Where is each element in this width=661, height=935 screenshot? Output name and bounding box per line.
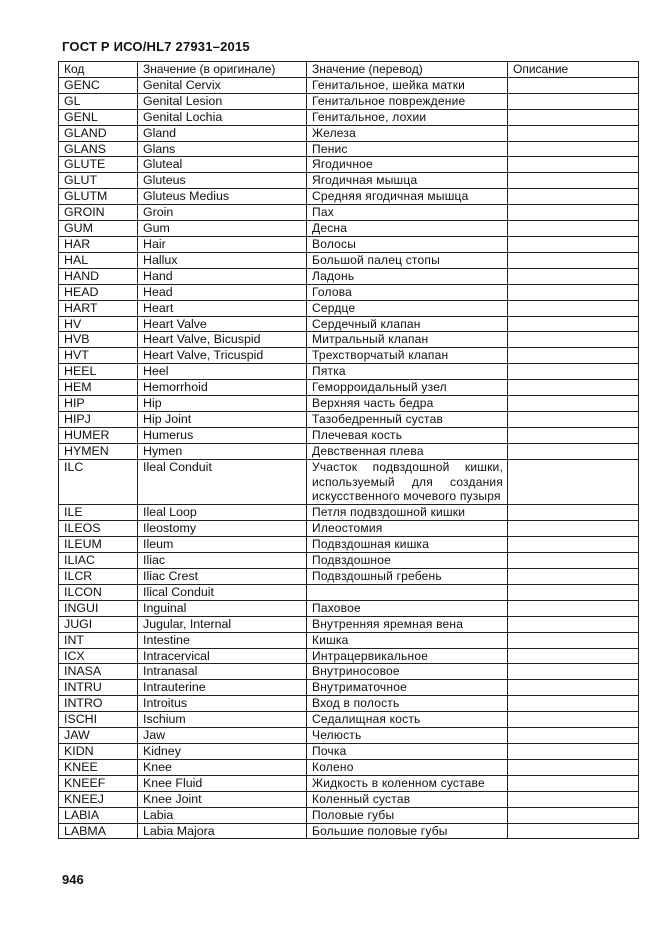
cell-original: Ischium: [138, 712, 307, 728]
cell-description: [508, 521, 639, 537]
cell-original: Ileal Conduit: [138, 459, 307, 505]
cell-translation: Сердце: [307, 300, 508, 316]
column-header-translation: Значение (перевод): [307, 62, 508, 78]
cell-description: [508, 569, 639, 585]
cell-code: GROIN: [59, 205, 138, 221]
cell-code: GLAND: [59, 125, 138, 141]
cell-original: Gluteal: [138, 157, 307, 173]
cell-translation: Жидкость в коленном суставе: [307, 775, 508, 791]
cell-code: HEM: [59, 380, 138, 396]
table-row: [59, 157, 639, 173]
cell-code: LABMA: [59, 823, 138, 839]
table-row: [59, 584, 639, 600]
table-row: [59, 807, 639, 823]
table-row: [59, 712, 639, 728]
column-header-code: Код: [59, 62, 138, 78]
table-row: [59, 632, 639, 648]
cell-translation: Пах: [307, 205, 508, 221]
cell-original: Heart Valve: [138, 316, 307, 332]
cell-original: Introitus: [138, 696, 307, 712]
cell-original: Heart Valve, Tricuspid: [138, 348, 307, 364]
cell-translation: Челюсть: [307, 728, 508, 744]
cell-description: [508, 284, 639, 300]
cell-description: [508, 268, 639, 284]
table-row: [59, 648, 639, 664]
table-row: [59, 284, 639, 300]
cell-original: Genital Lesion: [138, 93, 307, 109]
cell-translation: Ягодичное: [307, 157, 508, 173]
cell-original: Hip: [138, 396, 307, 412]
cell-description: [508, 109, 639, 125]
table-header-row: [59, 62, 639, 78]
cell-description: [508, 584, 639, 600]
cell-code: ILCR: [59, 569, 138, 585]
cell-translation: Геморроидальный узел: [307, 380, 508, 396]
cell-original: Humerus: [138, 427, 307, 443]
table-row: [59, 728, 639, 744]
cell-code: INTRO: [59, 696, 138, 712]
cell-description: [508, 664, 639, 680]
cell-code: HAR: [59, 236, 138, 252]
cell-original: Hand: [138, 268, 307, 284]
cell-description: [508, 459, 639, 505]
cell-code: INASA: [59, 664, 138, 680]
cell-description: [508, 712, 639, 728]
cell-code: HAL: [59, 252, 138, 268]
cell-code: HIP: [59, 396, 138, 412]
cell-description: [508, 743, 639, 759]
cell-translation: Участок подвздошной кишки, используемый для создания искусственного мочевого пузыря: [307, 459, 508, 505]
cell-original: Hymen: [138, 443, 307, 459]
cell-description: [508, 205, 639, 221]
cell-description: [508, 775, 639, 791]
table-row: [59, 680, 639, 696]
cell-translation: Девственная плева: [307, 443, 508, 459]
cell-code: ILEUM: [59, 537, 138, 553]
table-row: [59, 268, 639, 284]
cell-translation: Большие половые губы: [307, 823, 508, 839]
cell-original: Genital Cervix: [138, 77, 307, 93]
cell-original: Jugular, Internal: [138, 616, 307, 632]
cell-original: Intranasal: [138, 664, 307, 680]
table-row: [59, 77, 639, 93]
cell-original: Gluteus Medius: [138, 189, 307, 205]
cell-translation: Железа: [307, 125, 508, 141]
cell-description: [508, 537, 639, 553]
cell-description: [508, 77, 639, 93]
cell-translation: Пятка: [307, 364, 508, 380]
cell-translation: Генитальное, лохии: [307, 109, 508, 125]
cell-description: [508, 728, 639, 744]
cell-original: Hallux: [138, 252, 307, 268]
cell-description: [508, 396, 639, 412]
cell-code: GL: [59, 93, 138, 109]
cell-code: GUM: [59, 221, 138, 237]
cell-description: [508, 157, 639, 173]
table-row: [59, 775, 639, 791]
page-number: 946: [62, 872, 84, 887]
cell-description: [508, 411, 639, 427]
cell-translation: Внутренняя яремная вена: [307, 616, 508, 632]
table-row: [59, 823, 639, 839]
cell-code: HVB: [59, 332, 138, 348]
cell-description: [508, 600, 639, 616]
cell-description: [508, 380, 639, 396]
table-row: [59, 553, 639, 569]
cell-translation: Подвздошная кишка: [307, 537, 508, 553]
cell-description: [508, 141, 639, 157]
cell-translation: Ладонь: [307, 268, 508, 284]
cell-original: Ileostomy: [138, 521, 307, 537]
cell-code: ILC: [59, 459, 138, 505]
cell-code: HAND: [59, 268, 138, 284]
cell-code: HEEL: [59, 364, 138, 380]
table-row: [59, 205, 639, 221]
table-row: [59, 505, 639, 521]
cell-code: INTRU: [59, 680, 138, 696]
cell-code: GENL: [59, 109, 138, 125]
column-header-original: Значение (в оригинале): [138, 62, 307, 78]
table-row: [59, 125, 639, 141]
cell-translation: Илеостомия: [307, 521, 508, 537]
cell-code: HYMEN: [59, 443, 138, 459]
cell-description: [508, 505, 639, 521]
cell-translation: Генитальное повреждение: [307, 93, 508, 109]
cell-original: Ilical Conduit: [138, 584, 307, 600]
cell-original: Intestine: [138, 632, 307, 648]
code-table: [58, 61, 639, 839]
table-row: [59, 348, 639, 364]
cell-original: Intrauterine: [138, 680, 307, 696]
cell-original: Knee Fluid: [138, 775, 307, 791]
table-row: [59, 380, 639, 396]
table-row: [59, 791, 639, 807]
table-row: [59, 537, 639, 553]
cell-translation: Ягодичная мышца: [307, 173, 508, 189]
cell-original: Glans: [138, 141, 307, 157]
table-row: [59, 141, 639, 157]
cell-original: Heel: [138, 364, 307, 380]
cell-description: [508, 125, 639, 141]
cell-translation: Внутриносовое: [307, 664, 508, 680]
cell-original: Hair: [138, 236, 307, 252]
cell-code: JAW: [59, 728, 138, 744]
cell-original: Head: [138, 284, 307, 300]
cell-code: GLUT: [59, 173, 138, 189]
cell-description: [508, 616, 639, 632]
table-row: [59, 569, 639, 585]
cell-code: ILE: [59, 505, 138, 521]
cell-code: HEAD: [59, 284, 138, 300]
cell-translation: Половые губы: [307, 807, 508, 823]
table-row: [59, 364, 639, 380]
column-header-description: Описание: [508, 62, 639, 78]
table-row: [59, 696, 639, 712]
table-row: [59, 664, 639, 680]
table-row: [59, 173, 639, 189]
cell-translation: Петля подвздошной кишки: [307, 505, 508, 521]
table-row: [59, 221, 639, 237]
cell-translation: Голова: [307, 284, 508, 300]
cell-code: LABIA: [59, 807, 138, 823]
cell-code: ISCHI: [59, 712, 138, 728]
cell-translation: Паховое: [307, 600, 508, 616]
cell-description: [508, 173, 639, 189]
cell-code: KIDN: [59, 743, 138, 759]
table-row: [59, 316, 639, 332]
cell-code: KNEEF: [59, 775, 138, 791]
cell-translation: Внутриматочное: [307, 680, 508, 696]
cell-original: Heart Valve, Bicuspid: [138, 332, 307, 348]
cell-description: [508, 632, 639, 648]
cell-original: Gluteus: [138, 173, 307, 189]
cell-code: HV: [59, 316, 138, 332]
cell-translation: Колено: [307, 759, 508, 775]
cell-code: HUMER: [59, 427, 138, 443]
cell-code: HART: [59, 300, 138, 316]
cell-description: [508, 236, 639, 252]
cell-code: ICX: [59, 648, 138, 664]
cell-original: Gland: [138, 125, 307, 141]
table-row: [59, 109, 639, 125]
table-row: [59, 759, 639, 775]
table-row: [59, 332, 639, 348]
cell-original: Inguinal: [138, 600, 307, 616]
cell-description: [508, 316, 639, 332]
cell-original: Kidney: [138, 743, 307, 759]
cell-description: [508, 807, 639, 823]
table-row: [59, 743, 639, 759]
cell-original: Hip Joint: [138, 411, 307, 427]
table-row: [59, 459, 639, 505]
cell-description: [508, 189, 639, 205]
cell-original: Groin: [138, 205, 307, 221]
cell-original: Labia: [138, 807, 307, 823]
cell-description: [508, 823, 639, 839]
cell-code: GENC: [59, 77, 138, 93]
cell-translation: Коленный сустав: [307, 791, 508, 807]
cell-original: Genital Lochia: [138, 109, 307, 125]
cell-translation: Волосы: [307, 236, 508, 252]
cell-description: [508, 680, 639, 696]
cell-description: [508, 553, 639, 569]
cell-translation: Интрацервикальное: [307, 648, 508, 664]
cell-original: Iliac Crest: [138, 569, 307, 585]
table-row: [59, 427, 639, 443]
cell-translation: Вход в полость: [307, 696, 508, 712]
cell-description: [508, 427, 639, 443]
table-row: [59, 600, 639, 616]
cell-translation: [307, 584, 508, 600]
cell-translation: Почка: [307, 743, 508, 759]
cell-description: [508, 332, 639, 348]
cell-code: INGUI: [59, 600, 138, 616]
cell-original: Gum: [138, 221, 307, 237]
cell-description: [508, 364, 639, 380]
cell-translation: Кишка: [307, 632, 508, 648]
cell-description: [508, 696, 639, 712]
cell-translation: Десна: [307, 221, 508, 237]
cell-description: [508, 648, 639, 664]
cell-original: Iliac: [138, 553, 307, 569]
cell-translation: Верхняя часть бедра: [307, 396, 508, 412]
table-row: [59, 300, 639, 316]
cell-translation: Подвздошный гребень: [307, 569, 508, 585]
cell-code: KNEEJ: [59, 791, 138, 807]
cell-description: [508, 221, 639, 237]
cell-translation: Митральный клапан: [307, 332, 508, 348]
table-row: [59, 396, 639, 412]
cell-original: Knee: [138, 759, 307, 775]
cell-original: Labia Majora: [138, 823, 307, 839]
cell-code: ILEOS: [59, 521, 138, 537]
cell-code: KNEE: [59, 759, 138, 775]
cell-translation: Средняя ягодичная мышца: [307, 189, 508, 205]
table-row: [59, 411, 639, 427]
cell-description: [508, 252, 639, 268]
cell-original: Heart: [138, 300, 307, 316]
cell-code: GLUTM: [59, 189, 138, 205]
table-row: [59, 443, 639, 459]
table-row: [59, 521, 639, 537]
cell-original: Knee Joint: [138, 791, 307, 807]
cell-translation: Большой палец стопы: [307, 252, 508, 268]
cell-translation: Седалищная кость: [307, 712, 508, 728]
cell-original: Ileal Loop: [138, 505, 307, 521]
table-row: [59, 252, 639, 268]
table-row: [59, 189, 639, 205]
cell-code: GLANS: [59, 141, 138, 157]
document-header: ГОСТ Р ИСО/HL7 27931–2015: [62, 39, 250, 54]
cell-original: Hemorrhoid: [138, 380, 307, 396]
cell-description: [508, 443, 639, 459]
cell-original: Ileum: [138, 537, 307, 553]
cell-translation: Подвздошное: [307, 553, 508, 569]
cell-description: [508, 791, 639, 807]
cell-translation: Генитальное, шейка матки: [307, 77, 508, 93]
cell-description: [508, 93, 639, 109]
cell-description: [508, 759, 639, 775]
cell-description: [508, 348, 639, 364]
table-row: [59, 93, 639, 109]
cell-code: GLUTE: [59, 157, 138, 173]
cell-code: JUGI: [59, 616, 138, 632]
cell-translation: Трехстворчатый клапан: [307, 348, 508, 364]
cell-translation: Плечевая кость: [307, 427, 508, 443]
cell-code: ILCON: [59, 584, 138, 600]
cell-translation: Сердечный клапан: [307, 316, 508, 332]
cell-code: HIPJ: [59, 411, 138, 427]
table-body: [59, 77, 639, 839]
cell-translation: Тазобедренный сустав: [307, 411, 508, 427]
cell-code: ILIAC: [59, 553, 138, 569]
cell-original: Jaw: [138, 728, 307, 744]
cell-original: Intracervical: [138, 648, 307, 664]
table-row: [59, 236, 639, 252]
cell-code: INT: [59, 632, 138, 648]
cell-translation: Пенис: [307, 141, 508, 157]
cell-code: HVT: [59, 348, 138, 364]
table-row: [59, 616, 639, 632]
cell-description: [508, 300, 639, 316]
